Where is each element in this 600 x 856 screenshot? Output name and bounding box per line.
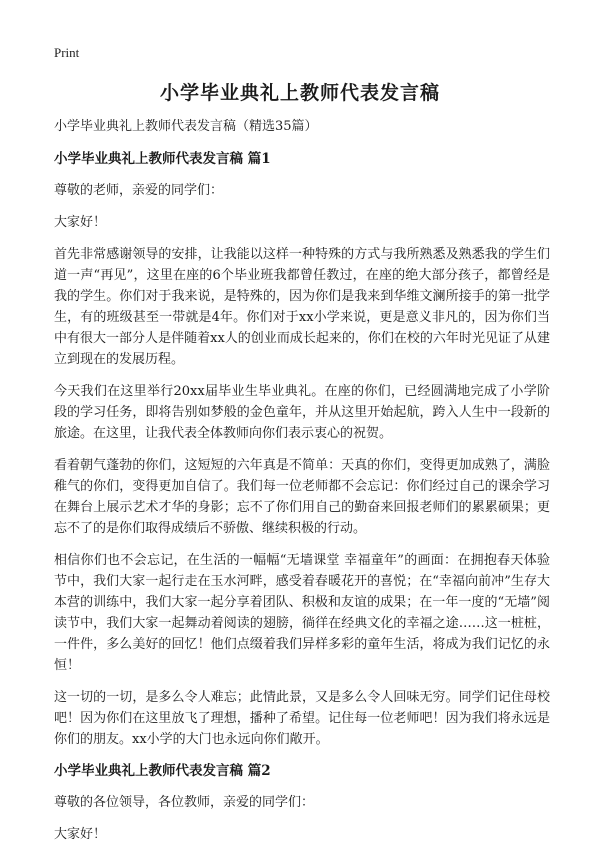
section-heading-1: 小学毕业典礼上教师代表发言稿 篇1 xyxy=(54,151,271,167)
document-body xyxy=(54,117,550,856)
paragraph-body: 今天我们在这里举行20xx届毕业生毕业典礼。在座的你们，已经圆满地完成了小学阶段的学习任务，即将告别如梦般的金色童年，并从这里开始起航，跨入人生中一段新的旅途。在这里，让我代表全体教师向你们表示衷心的祝贺。 xyxy=(54,384,550,441)
paragraph-body: 看着朝气蓬勃的你们，这短短的六年真是不简单：天真的你们，变得更加成熟了，满脸稚气的你们，变得更加自信了。我们每一位老师都不会忘记：你们经过自己的课余学习在舞台上展示艺术才华的身影；忘不了你们用自己的勤奋来回报老师们的累累硕果；更忘不了的是你们取得成绩后不骄傲、继续积极的行动。 xyxy=(54,458,550,536)
paragraph-body: 相信你们也不会忘记，在生活的一幅幅“无墙课堂 幸福童年”的画面：在拥抱春天体验节中，我们大家一起行走在玉水河畔，感受着春暖花开的喜悦；在“幸福向前冲”生存大本营的训练中，我们大家一起分享着团队、积极和友谊的成果；在一年一度的“无墙”阅读节中，我们大家一起舞动着阅读的翅膀，徜徉在经典文化的幸福之途……这一桩桩，一件件，多么美好的回忆！他们点缀着我们异样多彩的童年生活，将成为我们记忆的永恒！ xyxy=(54,553,550,673)
document-title: 小学毕业典礼上教师代表发言稿 xyxy=(159,82,440,104)
paragraph-greeting: 大家好！ xyxy=(54,215,107,230)
print-link[interactable]: Print xyxy=(54,45,80,60)
section-heading-2: 小学毕业典礼上教师代表发言稿 篇2 xyxy=(54,763,271,779)
paragraph-body: 这一切的一切，是多么令人难忘；此情此景，又是多么令人回味无穷。同学们记住母校吧！因为你们在这里放飞了理想，播种了希望。记住每一位老师吧！因为我们将永远是你们的朋友。xx小学的大门也永远向你们敞开。 xyxy=(54,690,550,747)
paragraph-greeting: 大家好！ xyxy=(54,827,107,842)
paragraph-salutation: 尊敬的各位领导，各位教师，亲爱的同学们： xyxy=(54,795,315,810)
document-subtitle: 小学毕业典礼上教师代表发言稿（精选35篇） xyxy=(54,119,318,134)
paragraph-salutation: 尊敬的老师，亲爱的同学们： xyxy=(54,183,224,198)
paragraph-body: 首先非常感谢领导的安排，让我能以这样一种特殊的方式与我所熟悉及熟悉我的学生们道一声“再见”，这里在座的6个毕业班我都曾任教过，在座的绝大部分孩子，都曾经是我的学生。你们对于我来说，是特殊的，因为你们是我来到华维文澜所接手的第一批学生，有的班级甚至一带就是4年。你们对于xx小学来说，更是意义非凡的，因为你们当中有很大一部分人是伴随着xx人的创业而成长起来的，你们在校的六年时光见证了从建立到现在的发展历程。 xyxy=(54,247,550,367)
